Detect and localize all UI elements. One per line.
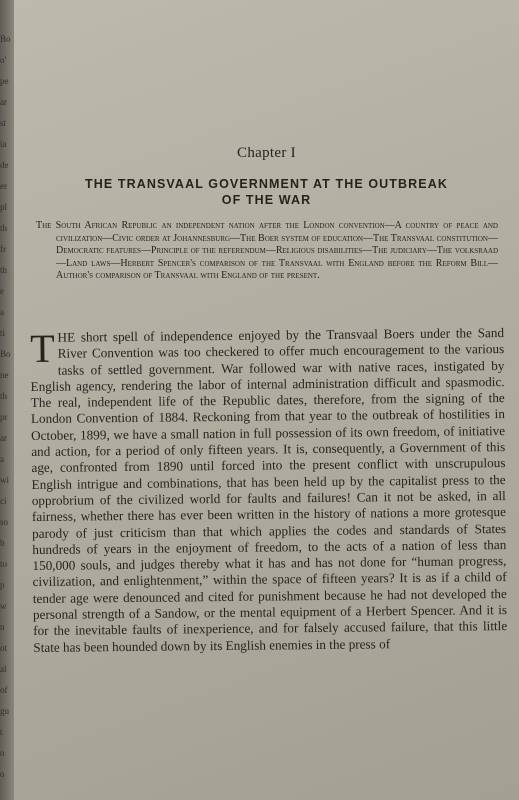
- margin-fragment: a: [0, 307, 4, 317]
- margin-fragment: pl: [0, 202, 8, 212]
- margin-fragment: de: [0, 160, 9, 170]
- margin-fragment: wi: [0, 475, 9, 485]
- margin-fragment: pe: [0, 76, 9, 86]
- margin-fragment: ot: [0, 643, 8, 653]
- chapter-title-line-2: OF THE WAR: [221, 193, 312, 207]
- margin-fragment: Bo: [0, 349, 11, 359]
- margin-fragment: ne: [0, 370, 9, 380]
- drop-cap: T: [29, 325, 55, 371]
- margin-fragment: ci: [0, 496, 7, 506]
- margin-fragment: er: [0, 181, 7, 191]
- book-page: [14, 0, 519, 800]
- margin-fragment: p: [0, 580, 5, 590]
- margin-fragment: e: [0, 286, 4, 296]
- margin-fragment: o: [0, 769, 5, 779]
- chapter-title-line-1: THE TRANSVAAL GOVERNMENT AT THE OUTBREAK: [85, 177, 448, 191]
- margin-fragment: ar: [0, 97, 7, 107]
- margin-fragment: w: [0, 601, 7, 611]
- margin-fragment: t: [0, 727, 3, 737]
- margin-fragment: th: [0, 223, 8, 233]
- margin-fragment: of: [0, 685, 8, 695]
- chapter-heading: Chapter I: [237, 145, 296, 161]
- margin-fragment: ia: [0, 139, 7, 149]
- body-paragraph: HE short spell of independence enjoyed by the Transvaal Boers under the Sand River Convention was too checkered to offer much encouragement to the various tasks of settled government. War followed war with native races, instigated by English agency, rendering the labor of internal administration difficult and spasmodic. The real, independent life of the Republic dates, therefore, from the signing of the London Convention of 1884. Reckoning from that year to the outbreak of hostilities in October, 1899, we have a small nation in full possession of its own freedom, of initiative and action, for a period of only fifteen years. It is, consequently, a Government of this age, confronted from 1890 until forced into the present conflict with unscrupulous English intrigue and combinations, that has been held up by the capitalist press to the opprobrium of the civilized world for faults and failures! Can it not be asked, in all fairness, whether there has ever been written in the history of nations a more grotesque parody of just criticism than that which applies the codes and standards of States hundreds of years in the enjoyment of freedom, to the acts of a nation of less than 150,000 souls, and judges thereby what it has and has not done for “human progress, civilization, and enlightenment,” within the space of fifteen years? It is as if a child of tender age were denounced and cited for punishment because he had not developed the personal strength of a Sandow, or the mental equipment of a Herbert Spencer. And it is for the inevitable faults of inexperience, and for falsely accused failure, that this little State has been hounded down by its English enemies in the press of: [30, 325, 508, 655]
- margin-fragment: al: [0, 664, 7, 674]
- body-text: [30, 325, 507, 656]
- margin-fragment: so: [0, 517, 9, 527]
- margin-fragment: pr: [0, 412, 8, 422]
- margin-fragment: a: [0, 454, 4, 464]
- chapter-title: [34, 176, 499, 208]
- margin-fragment: n: [0, 622, 5, 632]
- chapter-summary-text: The South African Republic an independent nation after the London convention—A country of peace and civilization—Civic order at Johannesburg—The Boer system of education—The Transvaal constitution—Democratic features—Principle of the referendum—Religious disabilities—The judiciary—The volksraad—Land laws—Herbert Spencer's comparison of the Transvaal with England before the Reform Bill—Author's comparison of Transvaal with England of the present.: [36, 220, 498, 282]
- margin-fragment: ar: [0, 433, 7, 443]
- margin-fragment: o: [0, 748, 5, 758]
- margin-fragment: b: [0, 538, 5, 548]
- margin-fragment: fr: [0, 244, 6, 254]
- margin-fragment: th: [0, 265, 8, 275]
- margin-fragment: o': [0, 55, 7, 65]
- chapter-summary: [36, 220, 498, 283]
- margin-fragment: Bo: [0, 34, 11, 44]
- margin-fragment: th: [0, 391, 8, 401]
- margin-fragment: st: [0, 118, 7, 128]
- margin-fragment: gu: [0, 706, 9, 716]
- margin-fragment: ti: [0, 328, 6, 338]
- margin-fragment: to: [0, 559, 8, 569]
